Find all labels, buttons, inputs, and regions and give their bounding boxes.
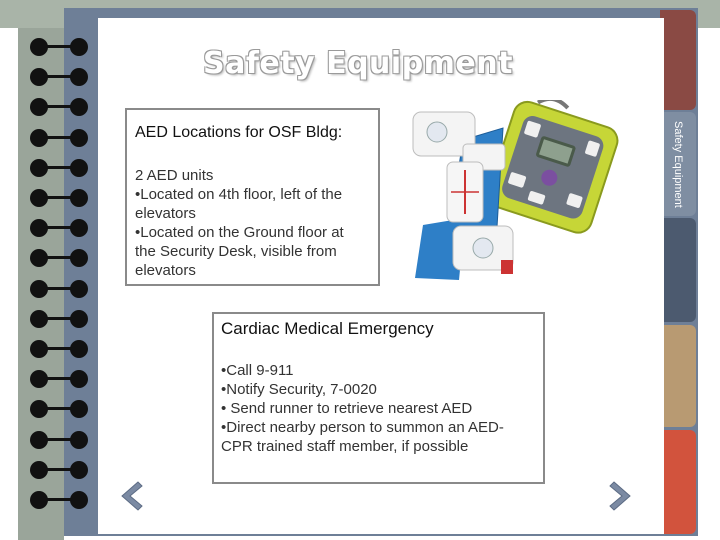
binder-ring [30,310,48,328]
binder-ring [70,491,88,509]
aed-device-image [403,100,621,300]
binder-ring [30,340,48,358]
binder-ring [30,159,48,177]
tab-4[interactable] [660,325,696,427]
aed-line: 2 AED units [135,167,214,184]
binder-ring [70,310,88,328]
chevron-left-icon[interactable] [112,478,148,514]
cardiac-emergency-box [212,312,545,484]
emergency-step: • Send runner to retrieve nearest AED [221,400,473,417]
tab-safety-equipment-label: Safety Equipment [672,120,684,208]
aed-locations-box [125,108,380,286]
binder-ring [30,431,48,449]
tab-1[interactable] [660,10,696,110]
binder-ring [70,189,88,207]
binder-ring [70,129,88,147]
binder-ring [70,159,88,177]
aed-locations-heading: AED Locations for OSF Bldg: [135,124,343,141]
tab-3[interactable] [660,218,696,322]
binder-ring [70,38,88,56]
emergency-step: •Call 9-911 [221,362,294,379]
emergency-step: CPR trained staff member, if possible [221,438,469,455]
aed-line: elevators [135,262,196,279]
binder-ring [30,189,48,207]
binder-ring [70,461,88,479]
binder-ring [70,431,88,449]
page-title: Safety Equipment [203,46,513,81]
binder-ring [30,280,48,298]
binder-ring [30,461,48,479]
binder-ring [70,280,88,298]
aed-line: the Security Desk, visible from [135,243,337,260]
binder-ring [30,491,48,509]
tab-safety-equipment[interactable] [660,112,696,216]
aed-line: •Located on the Ground floor at [135,224,344,241]
aed-line: elevators [135,205,196,222]
tab-5[interactable] [660,430,696,534]
cardiac-emergency-heading: Cardiac Medical Emergency [221,319,434,338]
aed-line: •Located on 4th floor, left of the [135,186,343,203]
emergency-step: •Direct nearby person to summon an AED- [221,419,504,436]
chevron-right-icon[interactable] [604,478,640,514]
binder-ring [30,38,48,56]
binder-ring [70,340,88,358]
binder-ring [30,129,48,147]
emergency-step: •Notify Security, 7-0020 [221,381,377,398]
